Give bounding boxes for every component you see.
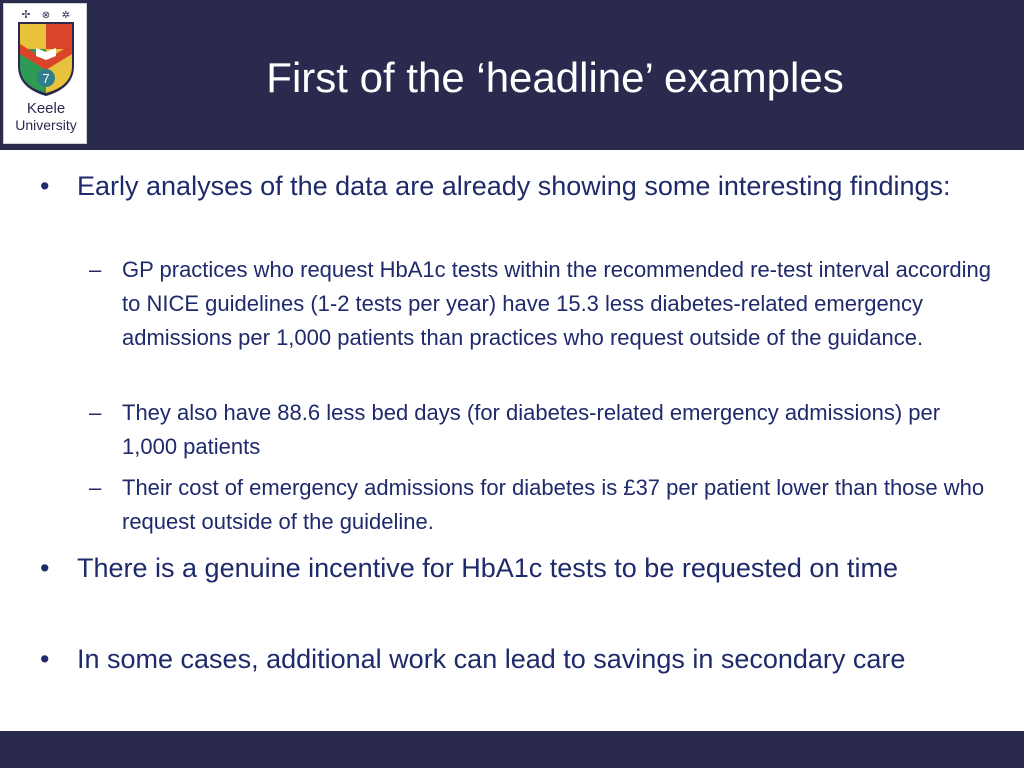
slide-header [0,0,1024,150]
svg-text:⊗: ⊗ [41,10,51,21]
svg-text:7: 7 [42,71,50,86]
slide-body [0,150,1024,731]
sub-bullet-text: GP practices who request HbA1c tests within the recommended re-test interval according to NICE guidelines (1-2 tests per year) have 15.3 less diabetes-related emergency admissions per 1,000 patients than practices who request outside of the guidance. [122,257,991,350]
sub-bullet-item [89,253,992,355]
logo-name-line2: University [15,117,77,133]
bullet-text: Early analyses of the data are already showing some interesting findings: [77,171,951,201]
svg-text:✲: ✲ [61,10,71,21]
sub-bullet-marker: – [89,400,102,425]
bullet-marker: • [40,553,50,583]
keele-university-logo [3,3,87,144]
slide-footer-bar [0,731,1024,768]
slide-title: First of the ‘headline’ examples [266,54,844,101]
sub-bullet-text: Their cost of emergency admissions for diabetes is £37 per patient lower than those who request outside of the guideline. [122,475,985,534]
sub-bullet-marker: – [89,257,102,282]
bullet-marker: • [40,644,50,674]
bullet-text: In some cases, additional work can lead to savings in secondary care [77,644,906,674]
bullet-marker: • [40,171,50,201]
sub-bullet-text: They also have 88.6 less bed days (for diabetes-related emergency admissions) per 1,000 patients [122,400,941,459]
sub-bullet-item [89,471,992,539]
sub-bullet-item [89,396,992,464]
logo-name-line1: Keele [26,100,66,117]
sub-bullet-marker: – [89,475,102,500]
shield-icon [4,4,88,100]
bullet-item [40,639,982,679]
bullet-text: There is a genuine incentive for HbA1c tests to be requested on time [77,553,898,583]
svg-text:✢: ✢ [21,8,31,21]
bullet-item [40,548,982,588]
bullet-item [40,166,982,206]
